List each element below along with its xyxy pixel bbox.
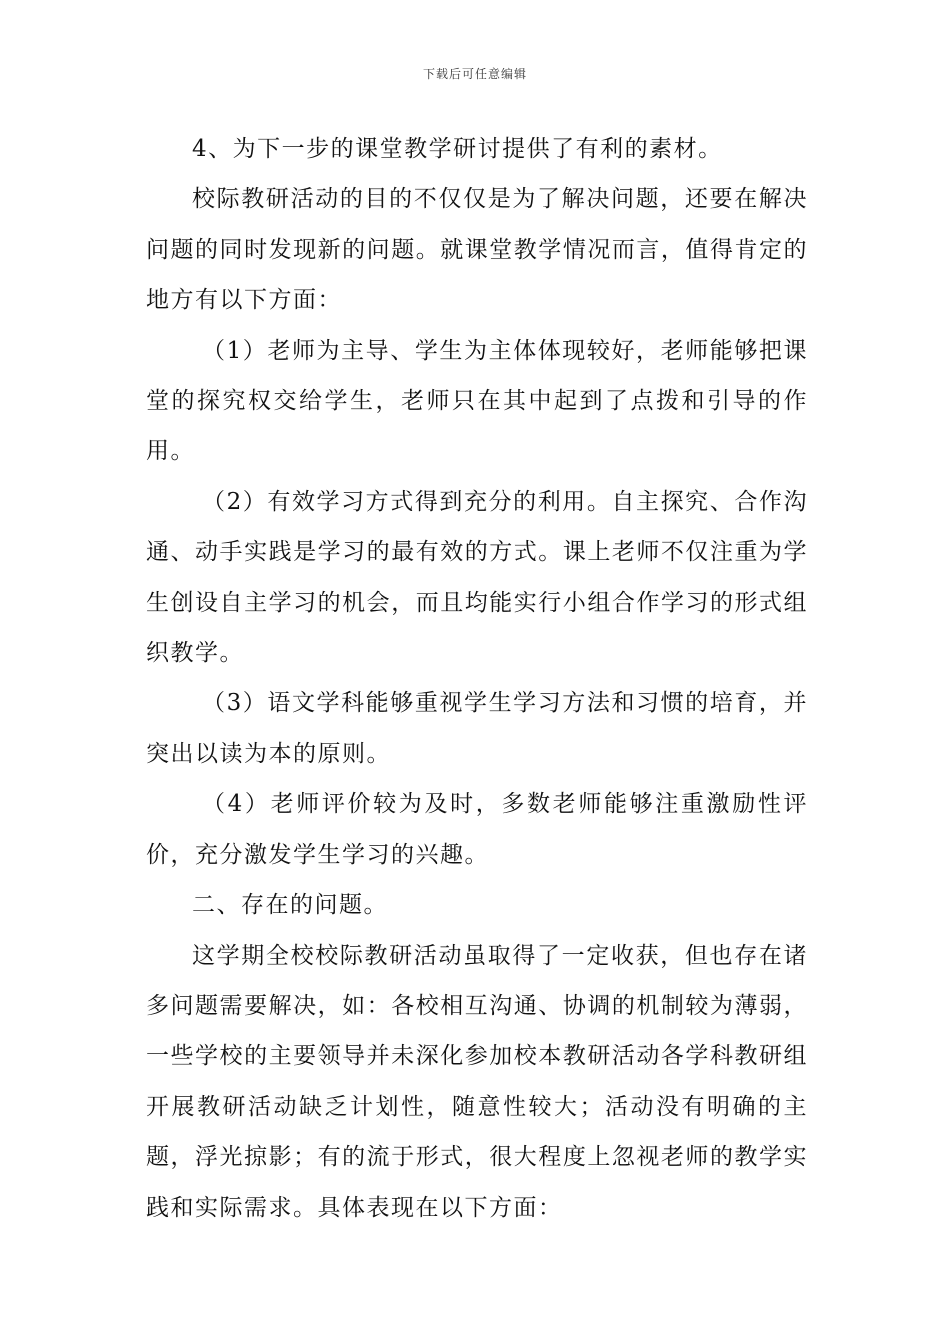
paragraph-problems: 这学期全校校际教研活动虽取得了一定收获，但也存在诸多问题需要解决，如：各校相互沟通、协调的机制较为薄弱，一些学校的主要领导并未深化参加校本教研活动各学科教研组开展教研活动缺乏计划性，随意性较大；活动没有明确的主题，浮光掠影；有的流于形式，很大程度上忽视老师的教学实践和实际需求。具体表现在以下方面： <box>146 942 808 1221</box>
document-body <box>146 124 808 1233</box>
paragraph-point-4: （4）老师评价较为及时，多数老师能够注重激励性评价，充分激发学生学习的兴趣。 <box>146 791 808 868</box>
paragraph-purpose: 校际教研活动的目的不仅仅是为了解决问题，还要在解决问题的同时发现新的问题。就课堂教学情况而言，值得肯定的地方有以下方面： <box>146 186 808 314</box>
page-header: 下载后可任意编辑 <box>422 67 527 81</box>
paragraph-point-3: （3）语文学科能够重视学生学习方法和习惯的培育，并突出以读为本的原则。 <box>146 690 808 767</box>
paragraph-item-4: 4、为下一步的课堂教学研讨提供了有利的素材。 <box>192 136 723 162</box>
section-heading-problems: 二、存在的问题。 <box>192 892 388 919</box>
paragraph-point-2: （2）有效学习方式得到充分的利用。自主探究、合作沟通、动手实践是学习的最有效的方式。课上老师不仅注重为学生创设自主学习的机会，而且均能实行小组合作学习的形式组织教学。 <box>146 488 808 667</box>
paragraph-point-1: （1）老师为主导、学生为主体体现较好，老师能够把课堂的探究权交给学生，老师只在其中起到了点拨和引导的作用。 <box>146 337 808 465</box>
